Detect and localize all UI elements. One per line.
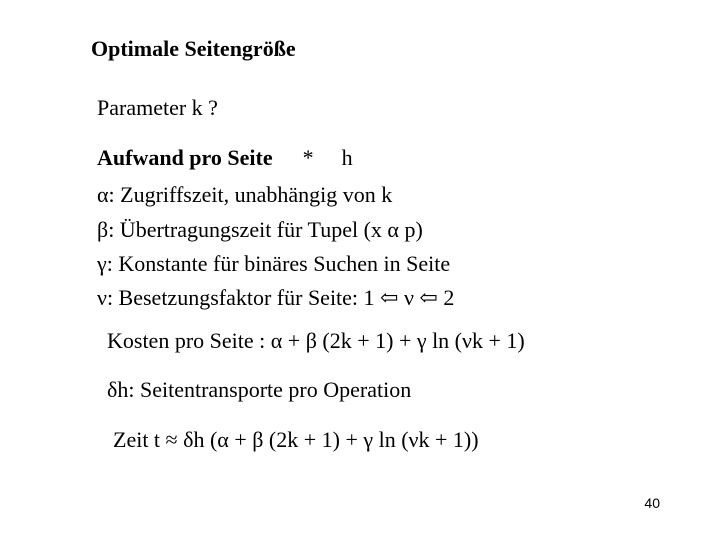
multiply-symbol: * [302,145,314,170]
definition-nu: ν: Besetzungsfaktor für Seite: 1 ⇦ ν ⇦ 2 [97,285,455,310]
delta-h-definition: δh: Seitentransporte pro Operation [107,377,412,402]
page-number: 40 [644,495,660,511]
h-variable: h [341,145,353,170]
definition-beta: β: Übertragungszeit für Tupel (x α p) [97,217,423,242]
definition-alpha: α: Zugriffszeit, unabhängig von k [97,182,393,207]
parameter-line: Parameter k ? [97,95,218,120]
aufwand-label: Aufwand pro Seite [97,145,273,170]
slide-title: Optimale Seitengröße [91,36,296,61]
aufwand-line [97,147,353,169]
zeit-formula: Zeit t ≈ δh (α + β (2k + 1) + γ ln (νk + 1)) [113,427,479,452]
definition-gamma: γ: Konstante für binäres Suchen in Seite [97,251,451,276]
kosten-formula: Kosten pro Seite : α + β (2k + 1) + γ ln (νk + 1) [107,328,525,353]
